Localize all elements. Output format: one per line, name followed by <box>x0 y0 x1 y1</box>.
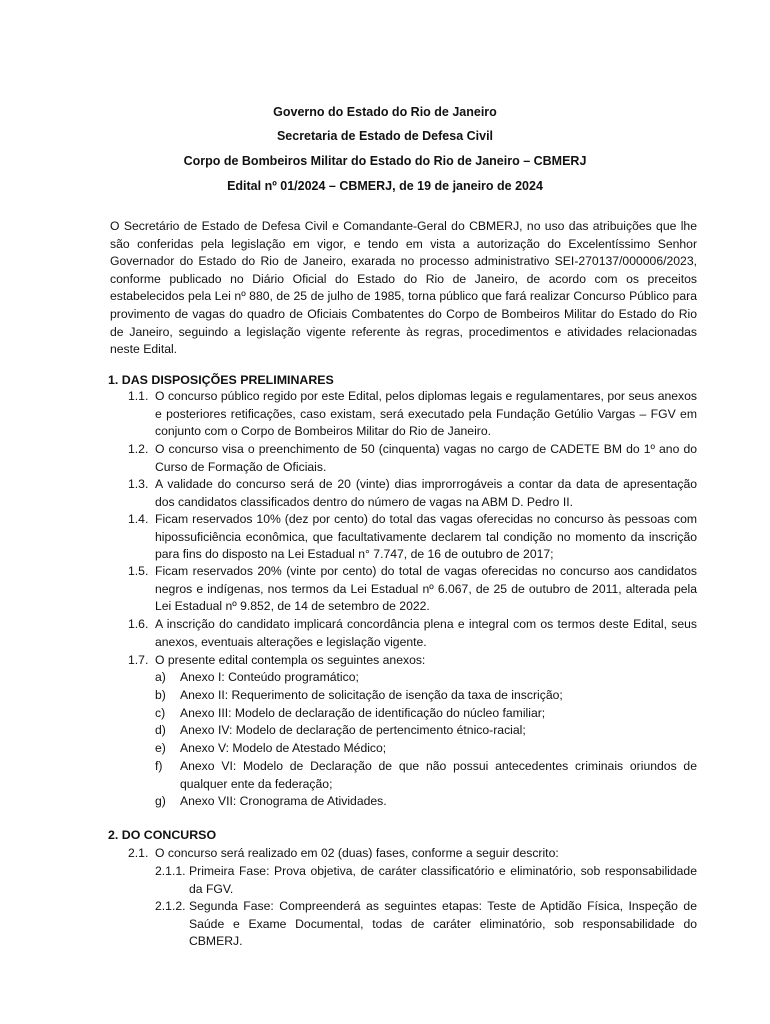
annex-label: d) <box>155 723 166 737</box>
item-text: Primeira Fase: Prova objetiva, de caráter classificatório e eliminatório, sob responsabilidade da FGV. <box>189 864 697 896</box>
subitem-2-1-1 <box>155 863 697 898</box>
annex-text: Anexo I: Conteúdo programático; <box>180 670 359 684</box>
annex-label: f) <box>155 759 163 773</box>
item-1-3 <box>128 476 697 511</box>
annex-e <box>155 740 697 758</box>
item-number: 1.1. <box>128 389 149 403</box>
annex-d <box>155 722 697 740</box>
annex-text: Anexo V: Modelo de Atestado Médico; <box>180 741 387 755</box>
item-text: O concurso será realizado em 02 (duas) fases, conforme a seguir descrito: <box>155 846 559 860</box>
annex-text: Anexo II: Requerimento de solicitação de isenção da taxa de inscrição; <box>180 688 563 702</box>
item-number: 1.3. <box>128 477 149 491</box>
annex-text: Anexo IV: Modelo de declaração de pertencimento étnico-racial; <box>180 723 526 737</box>
annex-a <box>155 669 697 687</box>
annex-text: Anexo VII: Cronograma de Atividades. <box>180 794 387 808</box>
section-2-title: 2. DO CONCURSO <box>108 828 217 842</box>
header-edital: Edital nº 01/2024 – CBMERJ, de 19 de janeiro de 2024 <box>227 179 543 193</box>
header-corps: Corpo de Bombeiros Militar do Estado do Rio de Janeiro – CBMERJ <box>183 154 587 168</box>
annex-f <box>155 758 697 793</box>
item-text: A inscrição do candidato implicará concordância plena e integral com os termos deste Edital, seus anexos, eventuais alterações e legislação vigente. <box>155 617 697 649</box>
item-1-6 <box>128 616 697 651</box>
annex-label: c) <box>155 706 166 720</box>
item-text: A validade do concurso será de 20 (vinte) dias improrrogáveis a contar da data de apresentação dos candidatos classificados dentro do número de vagas na ABM D. Pedro II. <box>155 477 697 509</box>
annex-c <box>155 705 697 723</box>
section-1-title: 1. DAS DISPOSIÇÕES PRELIMINARES <box>108 373 334 387</box>
item-1-5 <box>128 563 697 616</box>
subitem-2-1-2 <box>155 898 697 951</box>
item-number: 2.1.1. <box>155 864 186 878</box>
item-number: 1.4. <box>128 512 149 526</box>
item-number: 2.1.2. <box>155 899 186 913</box>
header-secretariat: Secretaria de Estado de Defesa Civil <box>276 129 494 143</box>
header-government: Governo do Estado do Rio de Janeiro <box>273 105 497 119</box>
item-number: 2.1. <box>128 846 149 860</box>
item-text: O concurso público regido por este Edital, pelos diplomas legais e regulamentares, por seus anexos e posteriores retificações, caso existam, será executado pela Fundação Getúlio Vargas – FGV em conjunto com o Corpo de Bombeiros Militar do Rio de Janeiro. <box>155 389 697 439</box>
annex-label: e) <box>155 741 166 755</box>
annex-g <box>155 793 697 811</box>
item-number: 1.5. <box>128 564 149 578</box>
item-text: Ficam reservados 10% (dez por cento) do total das vagas oferecidas no concurso às pessoas com hipossuficiência econômica, que facultativamente declarem tal condição no momento da inscrição para fins do disposto na Lei Estadual n° 7.747, de 16 de outubro de 2017; <box>155 512 697 562</box>
item-number: 1.2. <box>128 442 149 456</box>
annex-text: Anexo III: Modelo de declaração de identificação do núcleo familiar; <box>180 706 546 720</box>
item-number: 1.6. <box>128 617 149 631</box>
item-text: O presente edital contempla os seguintes anexos: <box>155 653 426 667</box>
annex-label: b) <box>155 688 166 702</box>
item-2-1 <box>128 845 697 863</box>
item-1-7 <box>128 652 697 670</box>
item-number: 1.7. <box>128 653 149 667</box>
annex-label: g) <box>155 794 166 808</box>
intro-paragraph: O Secretário de Estado de Defesa Civil e Comandante-Geral do CBMERJ, no uso das atribuições que lhe são conferidas pela legislação em vigor, e tendo em vista a autorização do Excelentíssimo Senhor Governador do Estado do Rio de Janeiro, exarada no processo administrativo SEI-270137/000006/2023, conforme publicado no Diário Oficial do Estado do Rio de Janeiro, de acordo com os preceitos estabelecidos pela Lei nº 880, de 25 de julho de 1985, torna público que fará realizar Concurso Público para provimento de vagas do quadro de Oficiais Combatentes do Corpo de Bombeiros Militar do Estado do Rio de Janeiro, seguindo a legislação vigente referente às regras, procedimentos e atividades relacionadas neste Edital. <box>110 219 697 357</box>
item-1-4 <box>128 511 697 564</box>
item-text: Segunda Fase: Compreenderá as seguintes etapas: Teste de Aptidão Física, Inspeção de Saúde e Exame Documental, todas de caráter eliminatório, sob responsabilidade do CBMERJ. <box>189 899 697 949</box>
annex-label: a) <box>155 670 166 684</box>
item-text: O concurso visa o preenchimento de 50 (cinquenta) vagas no cargo de CADETE BM do 1º ano do Curso de Formação de Oficiais. <box>155 442 697 474</box>
annex-b <box>155 687 697 705</box>
item-1-2 <box>128 441 697 476</box>
item-text: Ficam reservados 20% (vinte por cento) do total de vagas oferecidas no concurso aos candidatos negros e indígenas, nos termos da Lei Estadual nº 6.067, de 25 de outubro de 2011, alterada pela Lei Estadual nº 9.852, de 14 de setembro de 2022. <box>155 564 697 614</box>
annex-text: Anexo VI: Modelo de Declaração de que não possui antecedentes criminais oriundos de qualquer ente da federação; <box>180 759 697 791</box>
item-1-1 <box>128 388 697 441</box>
